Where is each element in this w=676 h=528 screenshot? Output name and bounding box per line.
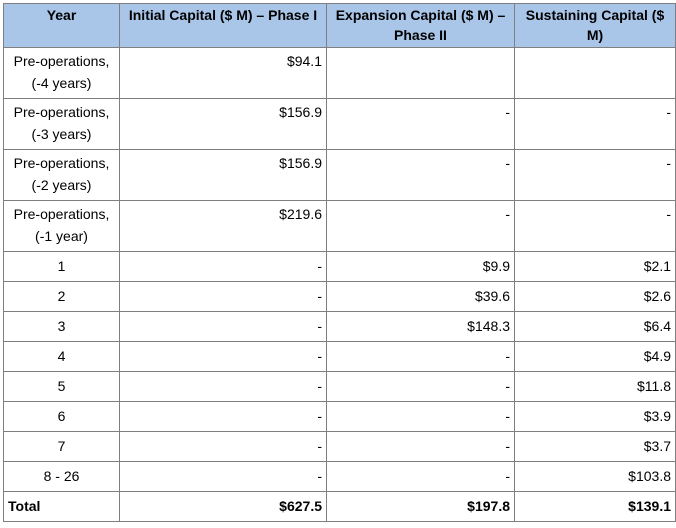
table-row [4,342,676,372]
total-expansion-capital: $197.8 [327,492,515,522]
sustaining-capital-cell: $3.7 [515,432,676,462]
year-cell: 6 [4,402,120,432]
sustaining-capital-cell: $11.8 [515,372,676,402]
initial-capital-cell: - [120,432,327,462]
initial-capital-cell: - [120,282,327,312]
sustaining-capital-cell: $103.8 [515,462,676,492]
expansion-capital-cell: - [327,432,515,462]
expansion-capital-cell: $39.6 [327,282,515,312]
initial-capital-cell: - [120,252,327,282]
expansion-capital-cell: $9.9 [327,252,515,282]
year-cell: 2 [4,282,120,312]
header-row [4,4,676,48]
expansion-capital-cell: - [327,201,515,252]
expansion-capital-cell: - [327,372,515,402]
expansion-capital-cell: - [327,462,515,492]
total-sustaining-capital: $139.1 [515,492,676,522]
initial-capital-cell: - [120,402,327,432]
year-cell: Pre-operations, (-4 years) [4,48,120,99]
initial-capital-cell: - [120,462,327,492]
header-sustaining-capital: Sustaining Capital ($ M) [515,4,676,48]
year-cell: 8 - 26 [4,462,120,492]
table-row [4,201,676,252]
expansion-capital-cell: - [327,150,515,201]
sustaining-capital-cell: $2.6 [515,282,676,312]
year-cell: Pre-operations, (-3 years) [4,99,120,150]
initial-capital-cell: $156.9 [120,150,327,201]
table-row [4,99,676,150]
sustaining-capital-cell: - [515,99,676,150]
initial-capital-cell: $219.6 [120,201,327,252]
table-row [4,282,676,312]
year-cell: 1 [4,252,120,282]
capital-schedule-table [3,3,676,522]
total-label: Total [4,492,120,522]
year-cell: Pre-operations, (-1 year) [4,201,120,252]
header-year: Year [4,4,120,48]
sustaining-capital-cell: - [515,201,676,252]
table-row [4,462,676,492]
year-cell: 4 [4,342,120,372]
year-cell: 7 [4,432,120,462]
table-row [4,48,676,99]
sustaining-capital-cell: $6.4 [515,312,676,342]
expansion-capital-cell: - [327,99,515,150]
header-expansion-capital: Expansion Capital ($ M) – Phase II [327,4,515,48]
sustaining-capital-cell: $2.1 [515,252,676,282]
sustaining-capital-cell: $4.9 [515,342,676,372]
header-initial-capital: Initial Capital ($ M) – Phase I [120,4,327,48]
sustaining-capital-cell: $3.9 [515,402,676,432]
initial-capital-cell: - [120,342,327,372]
expansion-capital-cell [327,48,515,99]
table-row [4,402,676,432]
total-row [4,492,676,522]
expansion-capital-cell: - [327,402,515,432]
sustaining-capital-cell: - [515,150,676,201]
year-cell: 3 [4,312,120,342]
initial-capital-cell: $94.1 [120,48,327,99]
initial-capital-cell: - [120,312,327,342]
table-row [4,312,676,342]
year-cell: 5 [4,372,120,402]
table-row [4,150,676,201]
initial-capital-cell: - [120,372,327,402]
table-row [4,372,676,402]
sustaining-capital-cell [515,48,676,99]
year-cell: Pre-operations, (-2 years) [4,150,120,201]
table-row [4,252,676,282]
table-row [4,432,676,462]
total-initial-capital: $627.5 [120,492,327,522]
initial-capital-cell: $156.9 [120,99,327,150]
expansion-capital-cell: $148.3 [327,312,515,342]
expansion-capital-cell: - [327,342,515,372]
